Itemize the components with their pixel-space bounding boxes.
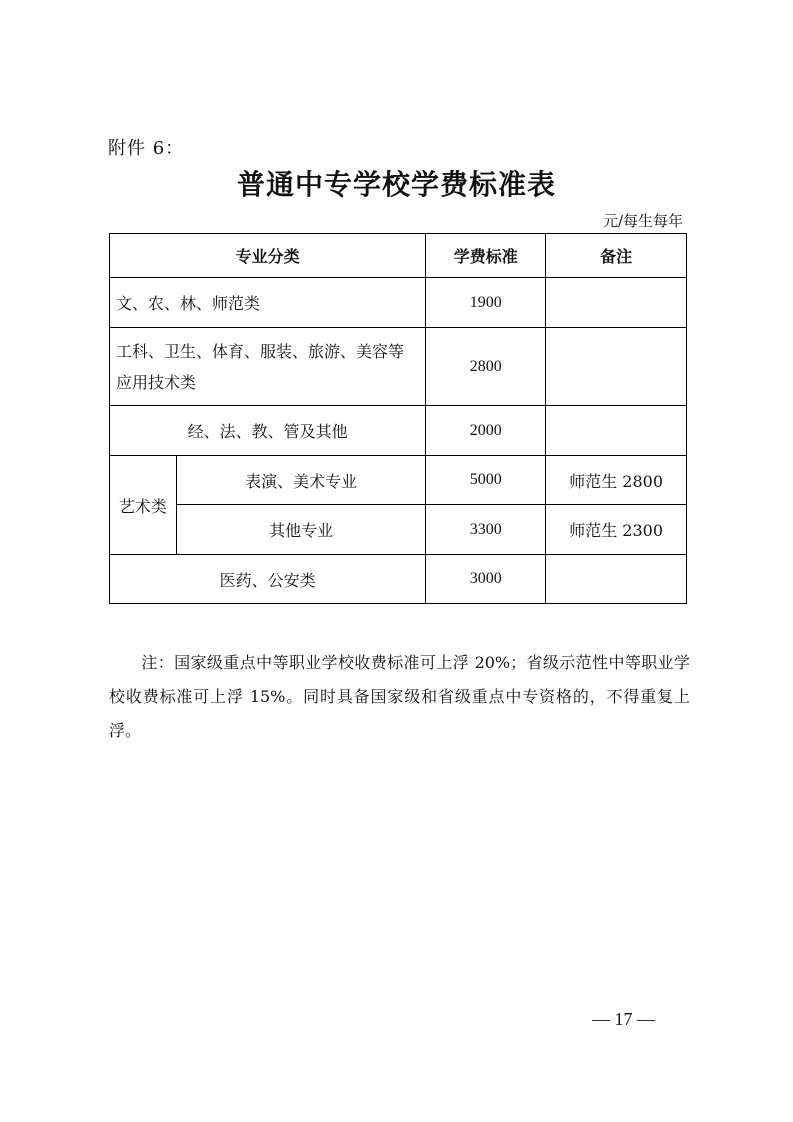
footnote-text: 注：国家级重点中等职业学校收费标准可上浮 20%；省级示范性中等职业学校收费标准可上浮 15%。同时具备国家级和省级重点中专资格的，不得重复上浮。 bbox=[109, 653, 690, 740]
page-number: — 17 — bbox=[592, 1009, 655, 1029]
table-header-row bbox=[110, 234, 687, 278]
category-cell: 经、法、教、管及其他 bbox=[110, 406, 426, 456]
column-header-fee: 学费标准 bbox=[426, 234, 546, 278]
table-row bbox=[110, 555, 687, 604]
note-cell: 师范生 2800 bbox=[546, 456, 687, 505]
note-cell bbox=[546, 278, 687, 328]
note-cell bbox=[546, 555, 687, 604]
category-cell: 文、农、林、师范类 bbox=[110, 278, 426, 328]
category-cell: 其他专业 bbox=[176, 505, 426, 555]
table-row bbox=[110, 505, 687, 555]
fee-cell: 1900 bbox=[426, 278, 546, 328]
attachment-label: 附件 6： bbox=[108, 138, 185, 159]
column-header-category: 专业分类 bbox=[110, 234, 426, 278]
fee-cell: 5000 bbox=[426, 456, 546, 505]
fee-table bbox=[109, 233, 687, 604]
page-title: 普通中专学校学费标准表 bbox=[236, 168, 556, 201]
table-row bbox=[110, 456, 687, 505]
footnote bbox=[109, 646, 690, 748]
fee-cell: 3300 bbox=[426, 505, 546, 555]
category-cell: 医药、公安类 bbox=[110, 555, 426, 604]
note-cell: 师范生 2300 bbox=[546, 505, 687, 555]
fee-cell: 2000 bbox=[426, 406, 546, 456]
table-row bbox=[110, 328, 687, 406]
category-cell: 工科、卫生、体育、服装、旅游、美容等应用技术类 bbox=[110, 328, 426, 406]
fee-cell: 3000 bbox=[426, 555, 546, 604]
table-row bbox=[110, 406, 687, 456]
note-cell bbox=[546, 328, 687, 406]
category-cell: 表演、美术专业 bbox=[176, 456, 426, 505]
fee-cell: 2800 bbox=[426, 328, 546, 406]
table-row bbox=[110, 278, 687, 328]
note-cell bbox=[546, 406, 687, 456]
group-cell-art: 艺术类 bbox=[110, 456, 177, 555]
column-header-note: 备注 bbox=[546, 234, 687, 278]
unit-label: 元/每生每年 bbox=[602, 212, 683, 230]
